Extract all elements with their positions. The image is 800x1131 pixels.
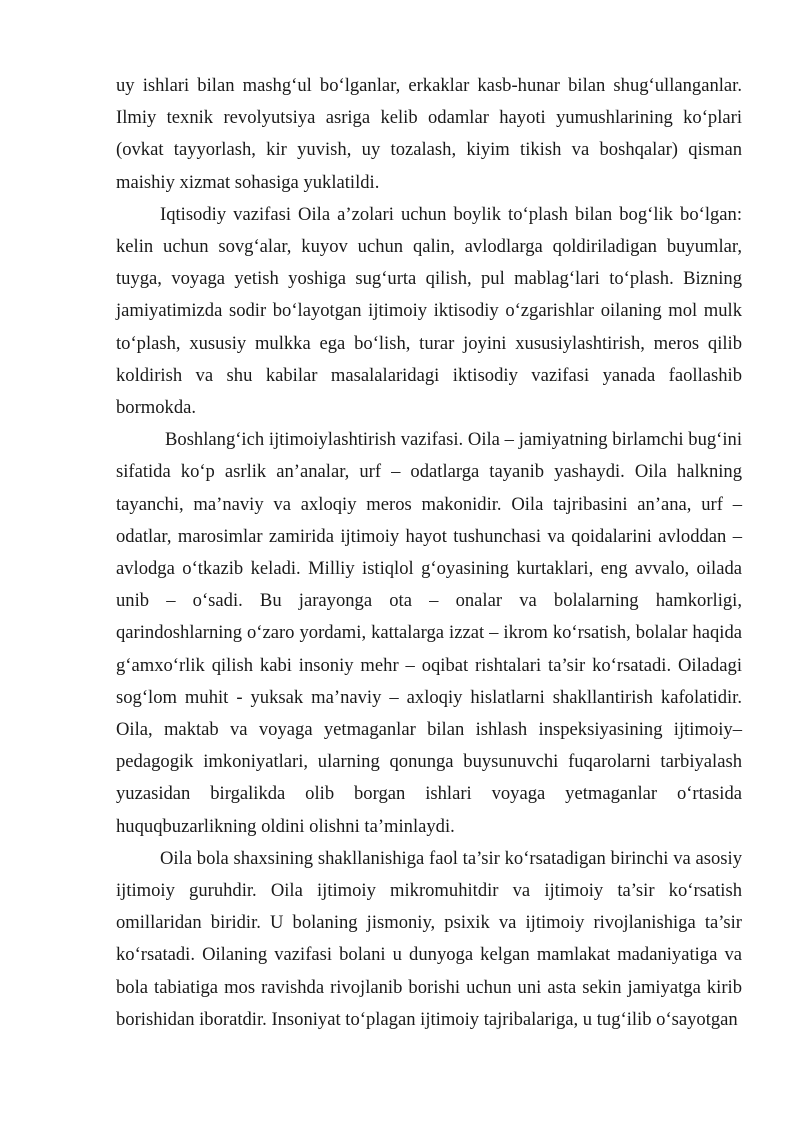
paragraph-economic-function: Iqtisodiy vazifasi Oila a’zolari uchun boylik to‘plash bilan bog‘lik bo‘lgan: kelin uchun sovg‘alar, kuyov uchun qalin, avlodlarga qoldiriladigan buyumlar, tuyga, voyaga yetish yoshiga sug‘urta qilish, pul mablag‘lari to‘plash. Bizning jamiyatimizda sodir bo‘layotgan ijtimoiy iktisodiy o‘zgarishlar oilaning mol mulk to‘plash, xususiy mulkka ega bo‘lish, turar joyini xususiylashtirish, meros qilib koldirish va shu kabilar masalalaridagi iktisodiy vazifasi yanada faollashib bormokda. — [116, 203, 742, 419]
paragraph-continuation: uy ishlari bilan mashg‘ul bo‘lganlar, erkaklar kasb-hunar bilan shug‘ullanganlar. Ilmiy texnik revolyutsiya asriga kelib odamlar hayoti yumushlarining ko‘plari (ovkat tayyorlash, kir yuvish, uy tozalash, kiyim tikish va boshqalar) qisman maishiy xizmat sohasiga yuklatildi. — [116, 75, 742, 193]
paragraph-family-social-group: Oila bola shaxsining shakllanishiga faol ta’sir ko‘rsatadigan birinchi va asosiy ijtimoiy guruhdir. Oila ijtimoiy mikromuhitdir va ijtimoiy ta’sir ko‘rsatish omillaridan biridir. U bolaning jismoniy, psixik va ijtimoiy rivojlanishiga ta’sir ko‘rsatadi. Oilaning vazifasi bolani u dunyoga kelgan mamlakat madaniyatiga va bola tabiatiga mos ravishda rivojlanib borishi uchun uni asta sekin jamiyatga kirib borishidan iboratdir. Insoniyat to‘plagan ijtimoiy tajribalariga, u tug‘ilib o‘sayotgan — [116, 847, 742, 1030]
paragraph-primary-socialization: Boshlang‘ich ijtimoiylashtirish vazifasi. Oila – jamiyatning birlamchi bug‘ini sifatida ko‘p asrlik an’analar, urf – odatlarga tayanib yashaydi. Oila halkning tayanchi, ma’naviy va axloqiy meros makonidir. Oila tajribasini an’ana, urf – odatlar, marosimlar zamirida ijtimoiy hayot tushunchasi va qoidalarini avloddan – avlodga o‘tkazib keladi. Milliy istiqlol g‘oyasining kurtaklari, eng avvalo, oilada unib – o‘sadi. Bu jarayonga ota – onalar va bolalarning hamkorligi, qarindoshlarning o‘zaro yordami, kattalarga izzat – ikrom ko‘rsatish, bolalar haqida g‘amxo‘rlik qilish kabi insoniy mehr – oqibat rishtalari ta’sir ko‘rsatadi. Oiladagi sog‘lom muhit - yuksak ma’naviy – axloqiy hislatlarni shakllantirish kafolatidir. Oila, maktab va voyaga yetmaganlar bilan ishlash inspeksiyasining ijtimoiy–pedagogik imkoniyatlari, ularning qonunga buysunuvchi fuqarolarni tarbiyalash yuzasidan birgalikda olib borgan ishlari voyaga yetmaganlar o‘rtasida huquqbuzarlikning oldini olishni ta’minlaydi. — [116, 429, 742, 837]
document-page — [116, 70, 742, 1036]
